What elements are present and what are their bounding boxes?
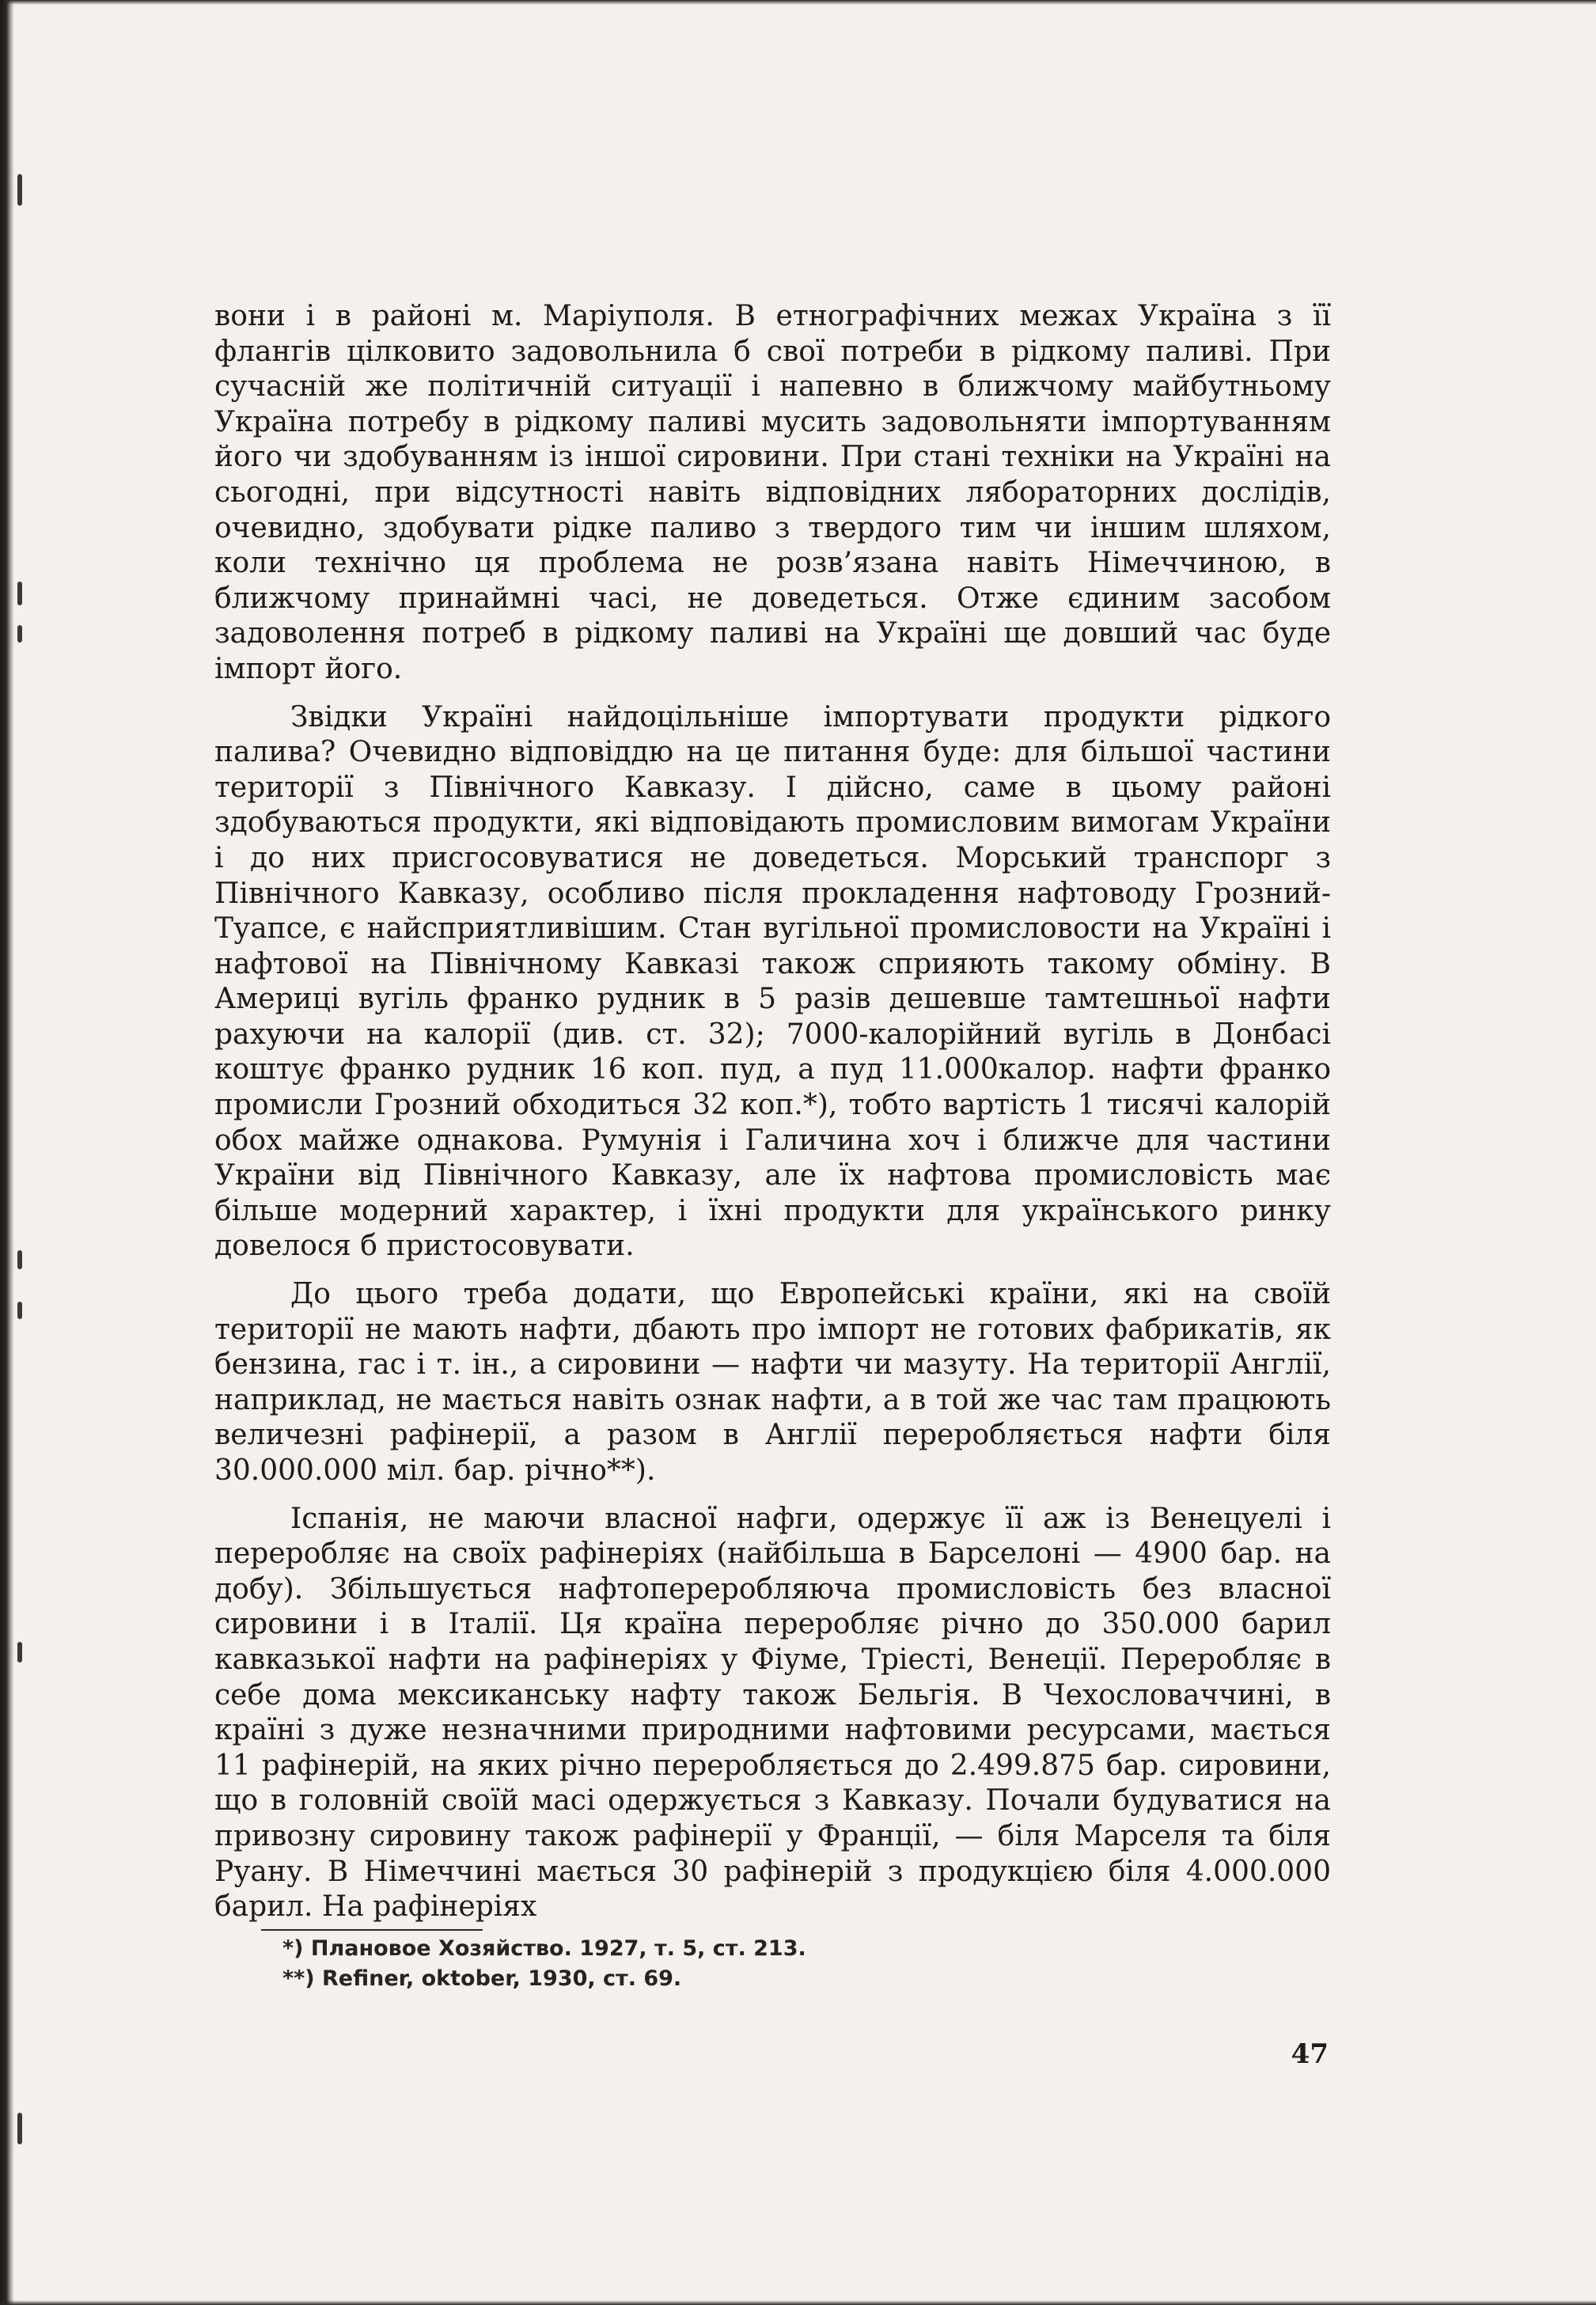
page-top-edge bbox=[0, 0, 1596, 5]
footnote-2: **) Refiner, oktober, 1930, ст. 69. bbox=[282, 1966, 682, 1991]
paragraph-3: До цього треба додати, що Европейські країни, які на своїй території не мають нафти, дбають про імпорт не готових фабрикатів, як бензина, гас і т. ін., а сировини — нафти чи мазуту. На території Англії, наприклад, не мається навіть ознак нафти, а в той же час там працюють величезні рафінерії, а разом в Англії переробляється нафти біля 30.000.000 міл. бар. річно**). bbox=[214, 1278, 1331, 1487]
margin-mark bbox=[17, 1302, 22, 1319]
main-text bbox=[214, 299, 1331, 1925]
page-binding-edge bbox=[0, 0, 14, 2305]
footnote-divider bbox=[261, 1929, 483, 1931]
footnote-1: *) Плановое Хозяйство. 1927, т. 5, ст. 213. bbox=[282, 1936, 806, 1961]
margin-mark bbox=[17, 2113, 22, 2144]
page-number: 47 bbox=[1291, 2038, 1329, 2070]
page-bottom-edge bbox=[0, 2300, 1596, 2305]
margin-mark bbox=[17, 174, 22, 206]
margin-mark bbox=[17, 625, 22, 643]
paragraph-1: вони і в районі м. Маріуполя. В етнографічних межах Україна з її флангів цілковито задовольнила б свої потреби в рідкому паливі. При сучасній же політичній ситуації і напевно в ближчому майбутньому Україна потребу в рідкому паливі мусить задовольняти імпортуванням його чи здобуванням із іншої сировини. При стані техніки на Україні на сьогодні, при відсутності навіть відповідних ляборатoрних дослідів, очевидно, здобувати рідке паливо з твердого тим чи іншим шляхом, коли технічно ця проблема не розв’язана навіть Німеччиною, в ближчому принаймні часі, не доведеться. Отже єдиним засобом задоволення потреб в рідкому паливі на Україні ще довший час буде імпорт його. bbox=[214, 300, 1331, 685]
paragraph-2: Звідки Україні найдоцільніше імпортувати продукти рідкого палива? Очевидно відповіддю на це питання буде: для більшої частини території з Північного Кавказу. І дійсно, саме в цьому районі здобуваються продукти, які відповідають промисловим вимогам України і до них присгосовуватися не доведеться. Морський транспорг з Північного Кавказу, особливо після прокладення нафтоводу Грозний-Туапсе, є найсприятливішим. Стан вугільної промисловости на Україні і нафтової на Північному Кавказі також сприяють такому обміну. В Америці вугіль франко рудник в 5 разів дешевше тамтешньої нафти рахуючи на калорії (див. ст. 32); 7000-калорійний вугіль в Донбасі коштує франко рудник 16 коп. пуд, а пуд 11.000калор. нафти франко промисли Грозний обходиться 32 коп.*), тобто вартість 1 тисячі калорій обох майже однакова. Румунія і Галичина хоч і ближче для частини України від Північного Кавказу, але їх нафтова промисловість має більше модерний характер, і їхні продукти для українського ринку довелося б пристосовувати. bbox=[214, 700, 1331, 1263]
margin-mark bbox=[17, 582, 22, 605]
margin-mark bbox=[17, 1642, 22, 1662]
paragraph-4: Іспанія, не маючи власної нафги, одержує її аж із Венецуелі і переробляє на своїх рафінеріях (найбільша в Барселоні — 4900 бар. на добу). Збільшується нафтопереробляюча промисловість без власної сировини і в Італії. Ця країна переробляє річно до 350.000 барил кавказької нафти на рафінеріях у Фіуме, Тріесті, Венеції. Переробляє в себе дома мексиканську нафту також Бельгія. В Чехословаччині, в країні з дуже незначними природними нафтовими ресурсами, мається 11 рафінерій, на яких річно переробляється до 2.499.875 бар. сировини, що в головній своїй масі одержується з Кавказу. Почали будуватися на привозну сировину також рафінерії у Франції, — біля Марселя та біля Руану. В Німеччині мається 30 рафінерій з продукцією біля 4.000.000 барил. На рафінеріях bbox=[214, 1502, 1331, 1924]
footnotes bbox=[282, 1934, 1232, 1994]
margin-mark bbox=[17, 1250, 22, 1269]
